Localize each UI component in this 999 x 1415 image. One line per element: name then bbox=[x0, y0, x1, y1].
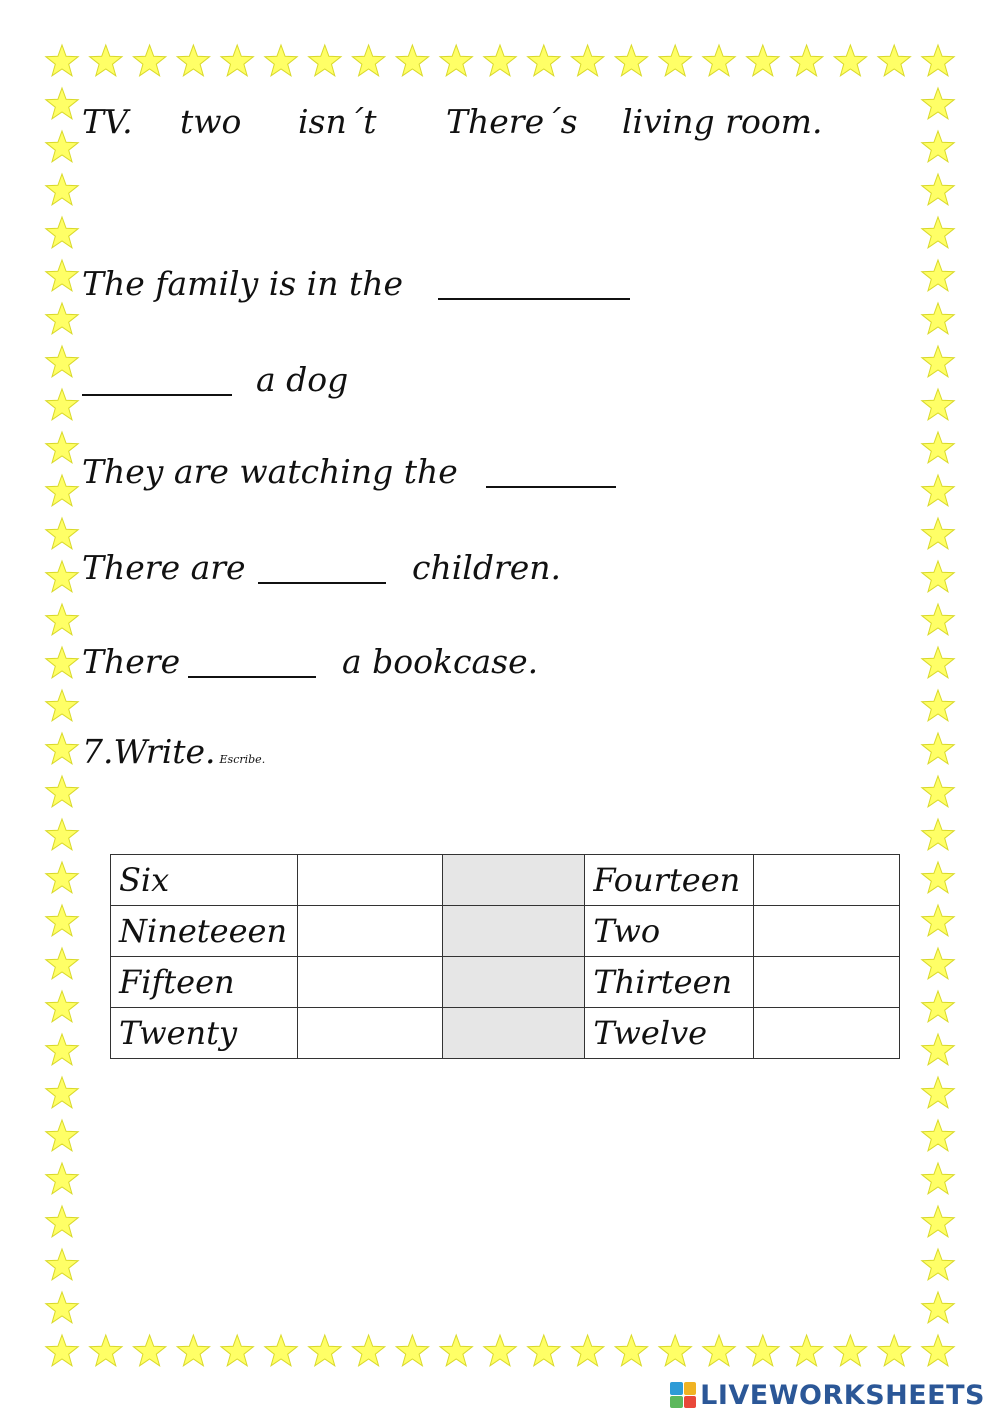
number-word-cell: Twenty bbox=[111, 1008, 298, 1059]
star-icon bbox=[922, 1249, 954, 1280]
star-icon bbox=[922, 1034, 954, 1065]
star-icon bbox=[46, 1163, 78, 1194]
star-icon bbox=[922, 561, 954, 592]
table-row bbox=[111, 957, 900, 1008]
star-icon bbox=[46, 690, 78, 721]
star-icon bbox=[46, 432, 78, 463]
star-icon bbox=[747, 45, 779, 76]
answer-input[interactable] bbox=[306, 959, 446, 1005]
star-icon bbox=[265, 45, 297, 76]
star-icon bbox=[922, 991, 954, 1022]
answer-blank-2[interactable] bbox=[82, 364, 232, 396]
star-icon bbox=[46, 948, 78, 979]
star-icon bbox=[221, 1335, 253, 1366]
star-icon bbox=[834, 1335, 866, 1366]
star-icon bbox=[46, 260, 78, 291]
star-icon bbox=[221, 45, 253, 76]
number-word-cell: Fifteen bbox=[111, 957, 298, 1008]
table-row bbox=[111, 855, 900, 906]
star-icon bbox=[878, 1335, 910, 1366]
star-icon bbox=[747, 1335, 779, 1366]
shaded-cell bbox=[442, 1008, 585, 1059]
sentence-4 bbox=[82, 546, 682, 590]
exercise-title bbox=[82, 732, 265, 771]
logo-text: LIVEWORKSHEETS bbox=[700, 1379, 985, 1411]
answer-cell[interactable] bbox=[297, 1008, 442, 1059]
star-icon bbox=[484, 45, 516, 76]
numbers-table bbox=[110, 854, 900, 1059]
star-icon bbox=[484, 1335, 516, 1366]
star-icon bbox=[46, 1034, 78, 1065]
star-icon bbox=[265, 1335, 297, 1366]
star-icon bbox=[46, 604, 78, 635]
sentence-5 bbox=[82, 640, 682, 684]
star-icon bbox=[922, 862, 954, 893]
star-icon bbox=[177, 1335, 209, 1366]
star-icon bbox=[922, 432, 954, 463]
star-icon bbox=[922, 819, 954, 850]
answer-cell[interactable] bbox=[297, 957, 442, 1008]
logo-square bbox=[670, 1396, 683, 1409]
star-icon bbox=[46, 475, 78, 506]
star-icon bbox=[922, 389, 954, 420]
star-icon bbox=[790, 45, 822, 76]
sentence-text: There bbox=[82, 642, 181, 681]
star-icon bbox=[922, 733, 954, 764]
star-icon bbox=[46, 174, 78, 205]
star-icon bbox=[133, 45, 165, 76]
answer-input[interactable] bbox=[306, 857, 446, 903]
star-icon bbox=[133, 1335, 165, 1366]
answer-blank-4[interactable] bbox=[258, 552, 386, 584]
answer-cell[interactable] bbox=[754, 906, 900, 957]
star-icon bbox=[922, 1292, 954, 1323]
star-icon bbox=[46, 1120, 78, 1151]
answer-input[interactable] bbox=[306, 908, 446, 954]
star-icon bbox=[46, 1292, 78, 1323]
answer-blank-5[interactable] bbox=[188, 646, 316, 678]
star-icon bbox=[922, 1120, 954, 1151]
star-icon bbox=[922, 303, 954, 334]
star-icon bbox=[922, 131, 954, 162]
star-icon bbox=[396, 45, 428, 76]
star-icon bbox=[922, 518, 954, 549]
sentence-3 bbox=[82, 450, 682, 494]
sentence-2 bbox=[82, 358, 482, 402]
star-icon bbox=[922, 1206, 954, 1237]
star-icon bbox=[90, 45, 122, 76]
sentence-text: The family is in the bbox=[82, 264, 404, 303]
answer-input[interactable] bbox=[306, 1010, 446, 1056]
logo-icon bbox=[670, 1382, 696, 1408]
star-icon bbox=[922, 88, 954, 119]
star-icon bbox=[46, 131, 78, 162]
star-icon bbox=[571, 1335, 603, 1366]
sentence-text: children. bbox=[412, 548, 562, 587]
star-icon bbox=[46, 1335, 78, 1366]
star-icon bbox=[922, 604, 954, 635]
star-icon bbox=[703, 45, 735, 76]
star-icon bbox=[440, 45, 472, 76]
star-icon bbox=[528, 1335, 560, 1366]
sentence-text: There are bbox=[82, 548, 246, 587]
star-icon bbox=[922, 346, 954, 377]
star-icon bbox=[528, 45, 560, 76]
word-bank-item: living room. bbox=[622, 102, 823, 141]
star-icon bbox=[878, 45, 910, 76]
sentence-text: They are watching the bbox=[82, 452, 458, 491]
answer-blank-1[interactable] bbox=[438, 268, 630, 300]
star-icon bbox=[46, 647, 78, 678]
logo-square bbox=[684, 1382, 697, 1395]
star-icon bbox=[659, 45, 691, 76]
star-icon bbox=[46, 1249, 78, 1280]
star-icon bbox=[659, 1335, 691, 1366]
answer-input[interactable] bbox=[762, 959, 903, 1005]
answer-input[interactable] bbox=[762, 1010, 903, 1056]
star-icon bbox=[922, 690, 954, 721]
star-icon bbox=[352, 1335, 384, 1366]
star-icon bbox=[615, 1335, 647, 1366]
star-icon bbox=[703, 1335, 735, 1366]
answer-input[interactable] bbox=[762, 857, 903, 903]
number-word-cell: Six bbox=[111, 855, 298, 906]
answer-blank-3[interactable] bbox=[486, 456, 616, 488]
star-icon bbox=[46, 346, 78, 377]
word-bank-item: TV. bbox=[82, 102, 133, 141]
star-icon bbox=[90, 1335, 122, 1366]
number-word-cell: Twelve bbox=[585, 1008, 754, 1059]
table-row bbox=[111, 906, 900, 957]
star-icon bbox=[46, 862, 78, 893]
star-icon bbox=[46, 776, 78, 807]
star-icon bbox=[46, 1206, 78, 1237]
star-icon bbox=[922, 45, 954, 76]
star-icon bbox=[922, 217, 954, 248]
liveworksheets-logo bbox=[670, 1381, 985, 1409]
number-word-cell: Thirteen bbox=[585, 957, 754, 1008]
star-icon bbox=[309, 1335, 341, 1366]
star-icon bbox=[922, 1335, 954, 1366]
star-icon bbox=[46, 88, 78, 119]
star-icon bbox=[46, 733, 78, 764]
number-word-cell: Two bbox=[585, 906, 754, 957]
answer-input[interactable] bbox=[762, 908, 903, 954]
word-bank-item: There´s bbox=[446, 102, 578, 141]
star-icon bbox=[352, 45, 384, 76]
star-icon bbox=[834, 45, 866, 76]
answer-cell[interactable] bbox=[754, 957, 900, 1008]
star-icon bbox=[922, 174, 954, 205]
sentence-text: a bookcase. bbox=[342, 642, 539, 681]
star-icon bbox=[922, 1163, 954, 1194]
table-row bbox=[111, 1008, 900, 1059]
number-word-cell: Nineteeen bbox=[111, 906, 298, 957]
star-icon bbox=[440, 1335, 472, 1366]
word-bank-item: two bbox=[180, 102, 242, 141]
logo-square bbox=[670, 1382, 683, 1395]
star-icon bbox=[790, 1335, 822, 1366]
number-word-cell: Fourteen bbox=[585, 855, 754, 906]
shaded-cell bbox=[442, 906, 585, 957]
star-icon bbox=[46, 819, 78, 850]
sentence-text: a dog bbox=[256, 360, 349, 399]
star-icon bbox=[46, 45, 78, 76]
star-icon bbox=[46, 518, 78, 549]
answer-cell[interactable] bbox=[754, 1008, 900, 1059]
star-icon bbox=[46, 1077, 78, 1108]
star-icon bbox=[177, 45, 209, 76]
star-icon bbox=[922, 1077, 954, 1108]
star-icon bbox=[922, 647, 954, 678]
shaded-cell bbox=[442, 855, 585, 906]
star-icon bbox=[46, 389, 78, 420]
star-icon bbox=[922, 948, 954, 979]
star-icon bbox=[922, 776, 954, 807]
answer-cell[interactable] bbox=[297, 855, 442, 906]
star-icon bbox=[922, 260, 954, 291]
shaded-cell bbox=[442, 957, 585, 1008]
answer-cell[interactable] bbox=[297, 906, 442, 957]
star-icon bbox=[46, 905, 78, 936]
star-icon bbox=[46, 991, 78, 1022]
star-icon bbox=[615, 45, 647, 76]
star-icon bbox=[46, 561, 78, 592]
star-icon bbox=[309, 45, 341, 76]
exercise-heading: 7.Write. bbox=[82, 732, 216, 771]
logo-square bbox=[684, 1396, 697, 1409]
star-icon bbox=[396, 1335, 428, 1366]
answer-cell[interactable] bbox=[754, 855, 900, 906]
star-icon bbox=[922, 475, 954, 506]
star-icon bbox=[46, 303, 78, 334]
word-bank-item: isn´t bbox=[298, 102, 377, 141]
star-icon bbox=[922, 905, 954, 936]
sentence-1 bbox=[82, 262, 682, 306]
star-icon bbox=[571, 45, 603, 76]
star-icon bbox=[46, 217, 78, 248]
exercise-subtitle: Escribe. bbox=[219, 753, 266, 766]
